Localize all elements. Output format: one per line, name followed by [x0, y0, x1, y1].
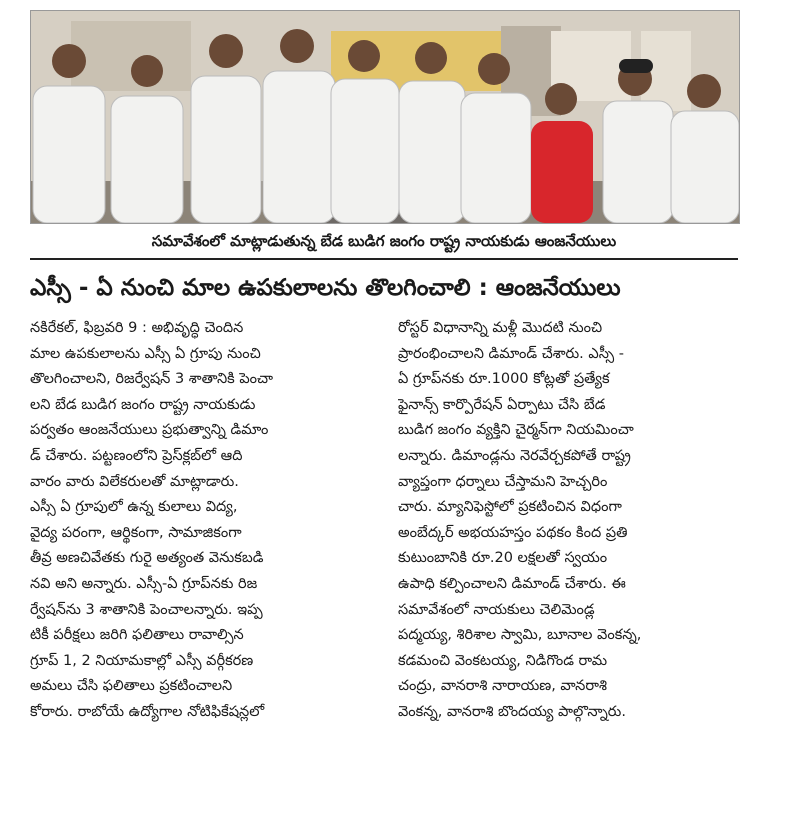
body-line: కుటుంబానికి రూ.20 లక్షలతో స్వయం — [398, 550, 608, 567]
group-photo-illustration — [31, 11, 739, 223]
body-line: ర్వేషన్‌ను 3 శాతానికి పెంచాలన్నారు. ఇప్ప — [30, 601, 263, 618]
body-line: టికీ పరీక్షలు జరిగి ఫలితాలు రావాల్సిన — [30, 627, 244, 644]
news-photo — [30, 10, 740, 224]
body-line: పద్మయ్య, శిరిశాల స్వామి, బూనాల వెంకన్న, — [398, 627, 642, 644]
body-line: ఉపాధి కల్పించాలని డిమాండ్ చేశారు. ఈ — [398, 575, 626, 592]
body-line: రోస్టర్ విధానాన్ని మళ్లీ మొదటి నుంచి — [398, 320, 603, 336]
body-line: నకిరేకల్, ఫిబ్రవరి 9 : అభివృద్ధి చెందిన — [30, 320, 244, 336]
body-line: మాల ఉపకులాలను ఎస్సీ ఏ గ్రూపు నుంచి — [30, 345, 261, 362]
body-line: గ్రూప్ 1, 2 నియామకాల్లో ఎస్సీ వర్గీకరణ — [30, 652, 254, 669]
article-headline: ఎస్సీ - ఏ నుంచి మాల ఉపకులాలను తొలగించాలి : ఆంజనేయులు — [30, 275, 621, 301]
body-line: వ్యాప్తంగా ధర్నాలు చేస్తామని హెచ్చరిం — [398, 473, 608, 490]
article-column-right — [398, 316, 748, 726]
body-line: వారం వారు విలేకరులతో మాట్లాడారు. — [30, 473, 239, 490]
body-line: వెంకన్న, వానరాశి బొందయ్య పాల్గొన్నారు. — [398, 703, 626, 720]
body-line: ప్రారంభించాలని డిమాండ్ చేశారు. ఎస్సీ - — [398, 345, 624, 362]
body-line: అమలు చేసి ఫలితాలు ప్రకటించాలని — [30, 678, 233, 695]
body-line: లన్నారు. డిమాండ్లను నెరవేర్చకపోతే రాష్ట్ర — [398, 447, 631, 464]
body-line: తొలగించాలని, రిజర్వేషన్ 3 శాతానికి పెంచా — [30, 371, 273, 388]
body-line: లని బేడ బుడిగ జంగం రాష్ట్ర నాయకుడు — [30, 396, 256, 413]
body-line: ఏ గ్రూప్‌నకు రూ.1000 కోట్లతో ప్రత్యేక — [398, 371, 610, 388]
body-line: డ్ చేశారు. పట్టణంలోని ప్రెస్‌క్లబ్‌లో ఆది — [30, 447, 243, 464]
body-line: నవి అని అన్నారు. ఎస్సీ-ఏ గ్రూప్‌నకు రిజ — [30, 575, 258, 592]
body-line: చారు. మ్యానిఫెస్టోలో ప్రకటించిన విధంగా — [398, 499, 622, 516]
body-line: చంద్రు, వానరాశి నారాయణ, వానరాశి — [398, 678, 607, 695]
body-line: తీవ్ర అణచివేతకు గురై అత్యంత వెనుకబడి — [30, 550, 264, 567]
article-column-left — [30, 316, 380, 726]
body-line: బుడిగ జంగం వ్యక్తిని చైర్మన్‌గా నియమించా — [398, 422, 634, 439]
body-line: వైద్య పరంగా, ఆర్థికంగా, సామాజికంగా — [30, 524, 242, 541]
body-line: ఎస్సీ ఏ గ్రూపులో ఉన్న కులాలు విద్య, — [30, 499, 238, 516]
body-line: అంబేద్కర్ అభయహస్తం పథకం కింద ప్రతి — [398, 524, 628, 541]
body-line: సమావేశంలో నాయకులు చెలిమెండ్ల — [398, 601, 595, 618]
body-line: కడమంచి వెంకటయ్య, నిడిగొండ రామ — [398, 652, 608, 669]
article-body — [30, 316, 760, 826]
photo-caption: సమావేశంలో మాట్లాడుతున్న బేడ బుడిగ జంగం రాష్ట్ర నాయకుడు ఆంజనేయులు — [30, 226, 738, 260]
body-line: కోరారు. రాబోయే ఉద్యోగాల నోటిఫికేషన్లలో — [30, 703, 265, 720]
body-line: పర్వతం ఆంజనేయులు ప్రభుత్వాన్ని డిమాం — [30, 422, 269, 439]
body-line: ఫైనాన్స్ కార్పొరేషన్ ఏర్పాటు చేసి బేడ — [398, 396, 606, 413]
